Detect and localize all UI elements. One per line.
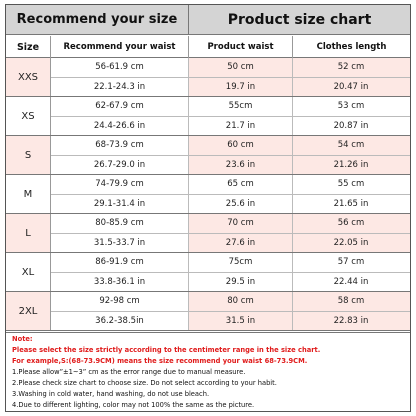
size-label: S [6,136,51,174]
clothes-length-in: 20.47 in [333,81,369,92]
clothes-length-in: 22.44 in [333,276,369,287]
waist-in: 31.5-33.7 in [51,234,189,253]
size-rows [6,58,410,331]
clothes-length-cm: 58 cm [337,296,365,307]
clothes-length-in: 21.65 in [333,198,369,209]
note-title: Note: [12,335,33,343]
note-line-2: For example,S:(68-73.9CM) means the size recommend your waist 68-73.9CM. [12,357,308,365]
product-waist-cm: 70 cm [189,214,293,233]
table-row [51,58,410,77]
product-waist-cm: 80 cm [189,292,293,311]
size-label: L [6,214,51,252]
product-size-chart-title: Product size chart [189,5,410,35]
product-waist-in: 29.5 in [189,273,293,292]
table-row [51,272,410,292]
table-row [51,97,410,116]
size-label: 2XL [6,292,51,330]
size-label: XS [6,97,51,135]
clothes-length-cm: 56 cm [337,218,365,229]
note-line-6: 4.Due to different lighting, color may not 100% the same as the picture. [12,401,255,409]
waist-cm: 86-91.9 cm [51,253,189,272]
note-line-1: Please select the size strictly according to the centimeter range in the size chart. [12,346,321,354]
note-line-4: 2.Please check size chart to choose size. Do not select according to your habit. [12,379,277,387]
column-clothes-length: Clothes length [316,42,387,52]
chart-header [6,5,410,35]
clothes-length-in: 21.26 in [333,159,369,170]
waist-cm: 74-79.9 cm [51,175,189,194]
table-row [51,311,410,331]
recommend-size-title: Recommend your size [6,5,189,35]
table-row [51,136,410,155]
table-row [51,155,410,175]
waist-in: 22.1-24.3 in [51,78,189,97]
waist-in: 26.7-29.0 in [51,156,189,175]
waist-cm: 62-67.9 cm [51,97,189,116]
size-group-xl [6,253,410,292]
size-label: XXS [6,58,51,96]
product-waist-in: 31.5 in [189,312,293,331]
waist-in: 29.1-31.4 in [51,195,189,214]
size-group-s [6,136,410,175]
waist-in: 33.8-36.1 in [51,273,189,292]
clothes-length-in: 22.83 in [333,315,369,326]
clothes-length-cm: 55 cm [337,179,365,190]
product-waist-cm: 60 cm [189,136,293,155]
size-group-m [6,175,410,214]
size-group-xxs [6,58,410,97]
table-row [51,233,410,253]
column-product-waist: Product waist [189,36,293,58]
size-group-l [6,214,410,253]
waist-cm: 56-61.9 cm [51,58,189,77]
waist-in: 24.4-26.6 in [51,117,189,136]
product-waist-in: 19.7 in [189,78,293,97]
product-waist-in: 23.6 in [189,156,293,175]
table-row [51,292,410,311]
product-waist-in: 21.7 in [189,117,293,136]
table-row [51,175,410,194]
clothes-length-cm: 53 cm [337,101,365,112]
product-waist-cm: 65 cm [189,175,293,194]
clothes-length-cm: 57 cm [337,257,365,268]
size-chart [5,4,411,412]
table-row [51,194,410,214]
note-line-3: 1.Please allow”±1~3” cm as the error range due to manual measure. [12,368,246,376]
product-waist-cm: 50 cm [189,58,293,77]
size-label: M [6,175,51,213]
note-line-5: 3.Washing in cold water, hand washing, do not use bleach. [12,390,210,398]
product-waist-in: 25.6 in [189,195,293,214]
size-label: XL [6,253,51,291]
size-group-xs [6,97,410,136]
size-group-2xl [6,292,410,331]
clothes-length-cm: 52 cm [337,62,365,73]
column-header-row [6,36,410,58]
table-row [51,214,410,233]
waist-in: 36.2-38.5in [51,312,189,331]
clothes-length-in: 20.87 in [333,120,369,131]
waist-cm: 92-98 cm [51,292,189,311]
column-recommend-waist: Recommend your waist [51,36,189,58]
table-row [51,116,410,136]
table-row [51,77,410,97]
column-size: Size [6,36,51,58]
product-waist-cm: 55cm [189,97,293,116]
clothes-length-in: 22.05 in [333,237,369,248]
product-waist-in: 27.6 in [189,234,293,253]
note-section [6,332,410,411]
clothes-length-cm: 54 cm [337,140,365,151]
waist-cm: 68-73.9 cm [51,136,189,155]
waist-cm: 80-85.9 cm [51,214,189,233]
table-row [51,253,410,272]
product-waist-cm: 75cm [189,253,293,272]
